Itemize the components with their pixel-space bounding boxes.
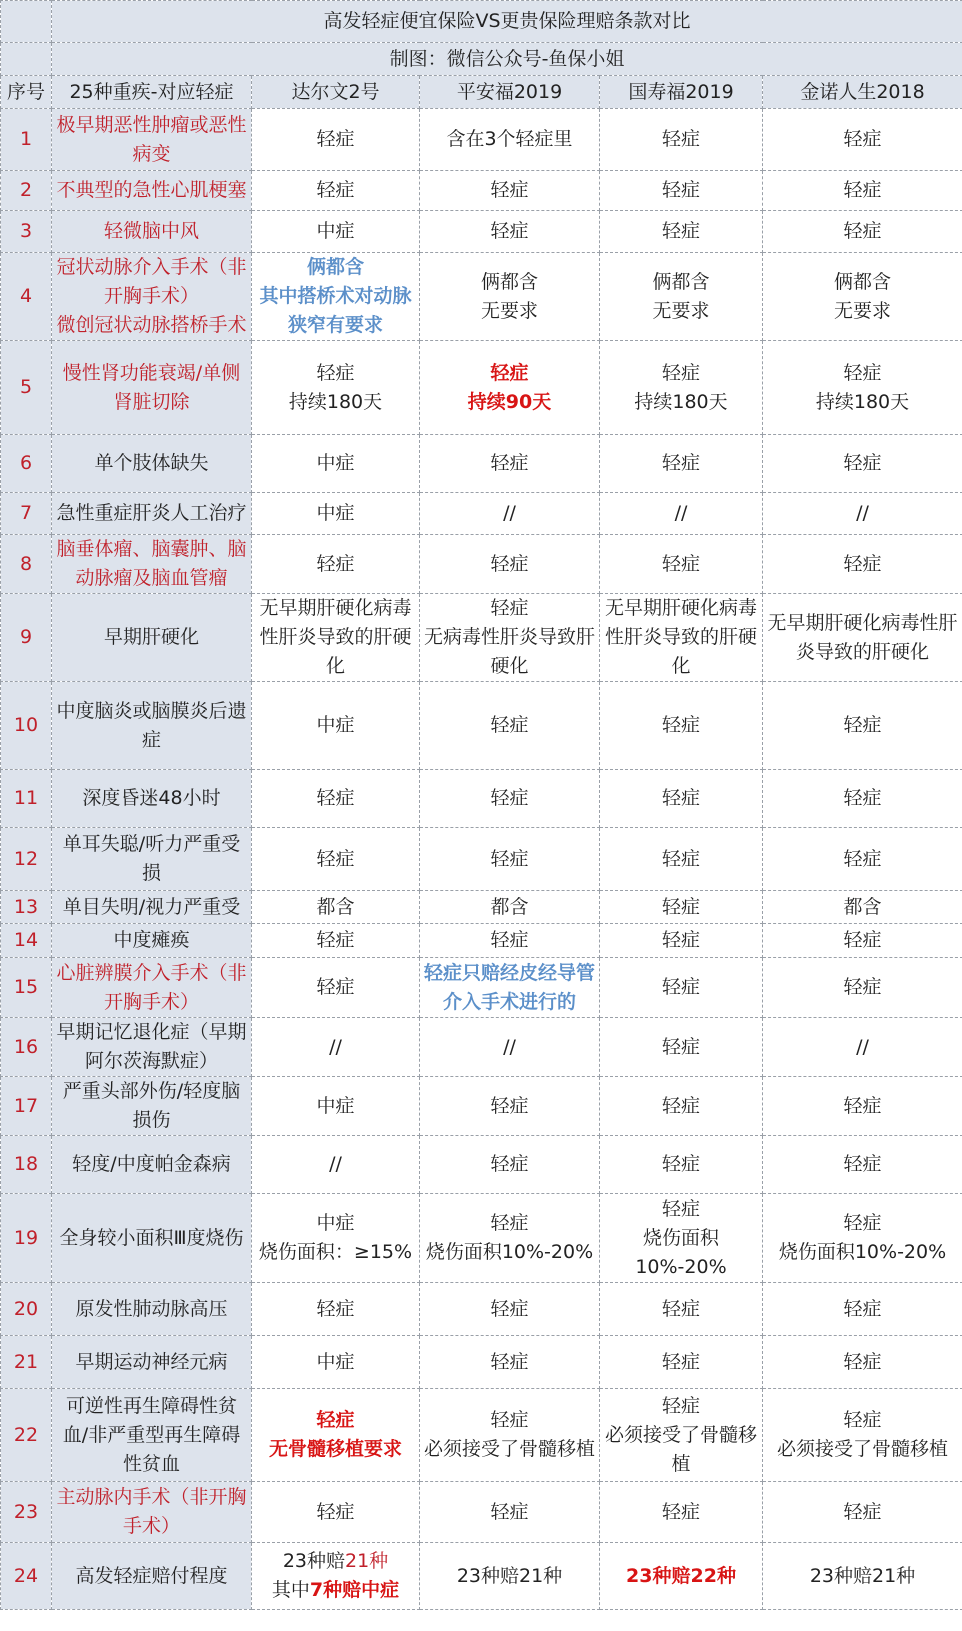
disease-name: 高发轻症赔付程度 — [52, 1543, 252, 1610]
disease-name: 早期记忆退化症（早期阿尔茨海默症） — [52, 1018, 252, 1077]
pinganfu-cell: 轻症 — [420, 1482, 600, 1543]
darwin2-cell — [252, 341, 420, 435]
row-number: 10 — [1, 682, 52, 770]
table-row — [1, 1482, 962, 1543]
pinganfu-cell — [420, 594, 600, 682]
cell-line: 俩都含 — [306, 256, 364, 278]
cell-highlight: 21种 — [345, 1550, 389, 1572]
pinganfu-cell: 轻症 — [420, 1336, 600, 1389]
darwin2-cell: 中症 — [252, 1336, 420, 1389]
cell-line: 轻症 — [490, 361, 529, 384]
row-number: 2 — [1, 171, 52, 211]
row-number: 20 — [1, 1283, 52, 1336]
pinganfu-cell: 轻症 — [420, 435, 600, 493]
disease-name: 单个肢体缺失 — [52, 435, 252, 493]
disease-name: 早期肝硬化 — [52, 594, 252, 682]
table-row — [1, 891, 962, 924]
cell-line: 轻症 — [490, 597, 529, 619]
table-row — [1, 1389, 962, 1482]
cell-line: 轻症 — [843, 361, 882, 384]
guoshoufu-cell — [600, 1543, 763, 1610]
cell-line: 中症 — [316, 1212, 355, 1234]
header-pinganfu2019: 平安福2019 — [420, 76, 600, 109]
row-number: 14 — [1, 924, 52, 958]
table-row — [1, 253, 962, 341]
disease-name: 轻微脑中风 — [52, 211, 252, 253]
jinnuo-cell: 轻症 — [763, 1077, 962, 1136]
jinnuo-cell: 轻症 — [763, 535, 962, 594]
disease-name: 主动脉内手术（非开胸手术） — [52, 1482, 252, 1543]
cell-line: 持续90天 — [467, 390, 552, 413]
row-number: 3 — [1, 211, 52, 253]
guoshoufu-cell: // — [600, 493, 763, 535]
cell-text: 23种 — [626, 1564, 672, 1587]
row-number: 22 — [1, 1389, 52, 1482]
guoshoufu-cell: 轻症 — [600, 211, 763, 253]
jinnuo-cell: 都含 — [763, 891, 962, 924]
table-row — [1, 924, 962, 958]
pinganfu-cell: 轻症 — [420, 770, 600, 828]
header-index: 序号 — [1, 76, 52, 109]
cell-highlight: 7种赔中症 — [309, 1579, 400, 1601]
darwin2-cell: // — [252, 1136, 420, 1194]
cell-line: 轻症 — [661, 361, 700, 384]
darwin2-cell — [252, 1389, 420, 1482]
disease-name: 原发性肺动脉高压 — [52, 1283, 252, 1336]
disease-name — [52, 253, 252, 341]
row-number: 13 — [1, 891, 52, 924]
jinnuo-cell: // — [763, 493, 962, 535]
row-number: 9 — [1, 594, 52, 682]
table-row — [1, 1018, 962, 1077]
cell-line: 烧伤面积10%-20% — [778, 1241, 947, 1263]
darwin2-cell — [252, 253, 420, 341]
cell-line: 轻症 — [661, 1197, 700, 1220]
guoshoufu-cell: 轻症 — [600, 535, 763, 594]
pinganfu-cell: 轻症 — [420, 1077, 600, 1136]
cell-line: 轻症 — [661, 1394, 700, 1417]
cell-line: 持续180天 — [288, 390, 383, 413]
table-row — [1, 535, 962, 594]
cell-line — [254, 1576, 417, 1605]
darwin2-cell — [252, 1543, 420, 1610]
header-jinnuo2018: 金诺人生2018 — [763, 76, 962, 109]
guoshoufu-cell — [600, 341, 763, 435]
jinnuo-cell: 轻症 — [763, 958, 962, 1018]
pinganfu-cell — [420, 341, 600, 435]
table-row — [1, 435, 962, 493]
header-disease: 25种重疾-对应轻症 — [52, 76, 252, 109]
disease-name: 可逆性再生障碍性贫血/非严重型再生障碍性贫血 — [52, 1389, 252, 1482]
guoshoufu-cell: 轻症 — [600, 958, 763, 1018]
disease-name: 单耳失聪/听力严重受损 — [52, 828, 252, 891]
table-row — [1, 1543, 962, 1610]
cell-line: 无病毒性肝炎导致肝硬化 — [423, 626, 595, 677]
table-title: 高发轻症便宜保险VS更贵保险理赔条款对比 — [52, 1, 962, 43]
cell-line: 其中搭桥术对动脉狭窄有要求 — [259, 285, 412, 336]
pinganfu-cell: 轻症 — [420, 924, 600, 958]
darwin2-cell: 轻症 — [252, 1482, 420, 1543]
row-number: 19 — [1, 1194, 52, 1283]
row-number: 1 — [1, 109, 52, 171]
cell-text: 23种赔 — [282, 1550, 345, 1572]
row-number: 18 — [1, 1136, 52, 1194]
guoshoufu-cell: 轻症 — [600, 682, 763, 770]
disease-name: 极早期恶性肿瘤或恶性病变 — [52, 109, 252, 171]
table-row — [1, 109, 962, 171]
pinganfu-cell: 轻症 — [420, 1283, 600, 1336]
table-row — [1, 682, 962, 770]
guoshoufu-cell: 轻症 — [600, 435, 763, 493]
jinnuo-cell: 轻症 — [763, 828, 962, 891]
darwin2-cell: 无早期肝硬化病毒性肝炎导致的肝硬化 — [252, 594, 420, 682]
jinnuo-cell: // — [763, 1018, 962, 1077]
pinganfu-cell: 23种赔21种 — [420, 1543, 600, 1610]
table-row — [1, 1336, 962, 1389]
darwin2-cell: 轻症 — [252, 958, 420, 1018]
cell-line: 必须接受了骨髓移植 — [777, 1438, 949, 1460]
darwin2-cell: 轻症 — [252, 535, 420, 594]
pinganfu-cell: 轻症 — [420, 1136, 600, 1194]
pinganfu-cell: 轻症只赔经皮经导管介入手术进行的 — [420, 958, 600, 1018]
guoshoufu-cell: 轻症 — [600, 891, 763, 924]
guoshoufu-cell — [600, 253, 763, 341]
table-row — [1, 594, 962, 682]
table-subtitle: 制图：微信公众号-鱼保小姐 — [52, 43, 962, 76]
disease-name: 中度脑炎或脑膜炎后遗症 — [52, 682, 252, 770]
row-number: 6 — [1, 435, 52, 493]
darwin2-cell: 中症 — [252, 682, 420, 770]
guoshoufu-cell: 轻症 — [600, 109, 763, 171]
disease-name: 深度昏迷48小时 — [52, 770, 252, 828]
pinganfu-cell: 轻症 — [420, 682, 600, 770]
disease-name: 单目失明/视力严重受 — [52, 891, 252, 924]
corner-cell — [1, 1, 52, 43]
table-row — [1, 1194, 962, 1283]
darwin2-cell: // — [252, 1018, 420, 1077]
darwin2-cell: 中症 — [252, 211, 420, 253]
row-number: 12 — [1, 828, 52, 891]
disease-name: 急性重症肝炎人工治疗 — [52, 493, 252, 535]
jinnuo-cell: 轻症 — [763, 1336, 962, 1389]
darwin2-cell — [252, 1194, 420, 1283]
jinnuo-cell: 轻症 — [763, 1482, 962, 1543]
subtitle-row — [1, 43, 962, 76]
cell-line: 烧伤面积10%-20% — [635, 1226, 727, 1278]
jinnuo-cell: 轻症 — [763, 924, 962, 958]
jinnuo-cell: 轻症 — [763, 682, 962, 770]
jinnuo-cell: 轻症 — [763, 109, 962, 171]
cell-line: 轻症 — [316, 1409, 355, 1431]
disease-name-line: 微创冠状动脉搭桥手术 — [56, 314, 247, 336]
cell-line: 俩都含 — [834, 270, 892, 293]
cell-line: 轻症 — [490, 1409, 529, 1431]
cell-line: 轻症 — [843, 1212, 882, 1234]
row-number: 15 — [1, 958, 52, 1018]
jinnuo-cell: 轻症 — [763, 770, 962, 828]
cell-line: 烧伤面积10%-20% — [425, 1241, 594, 1263]
title-row — [1, 1, 962, 43]
disease-name: 不典型的急性心肌梗塞 — [52, 171, 252, 211]
row-number: 17 — [1, 1077, 52, 1136]
cell-line: 持续180天 — [815, 390, 910, 413]
cell-line: 无要求 — [652, 299, 710, 322]
disease-name: 严重头部外伤/轻度脑损伤 — [52, 1077, 252, 1136]
cell-text: 其中 — [271, 1579, 310, 1601]
guoshoufu-cell: 轻症 — [600, 828, 763, 891]
disease-name: 轻度/中度帕金森病 — [52, 1136, 252, 1194]
jinnuo-cell — [763, 1389, 962, 1482]
table-row — [1, 1077, 962, 1136]
pinganfu-cell — [420, 1194, 600, 1283]
cell-line: 烧伤面积：≥15% — [258, 1241, 413, 1263]
darwin2-cell: 中症 — [252, 493, 420, 535]
jinnuo-cell: 轻症 — [763, 171, 962, 211]
guoshoufu-cell: 轻症 — [600, 1136, 763, 1194]
pinganfu-cell: // — [420, 493, 600, 535]
cell-line: 轻症 — [316, 361, 355, 384]
disease-name: 脑垂体瘤、脑囊肿、脑动脉瘤及脑血管瘤 — [52, 535, 252, 594]
darwin2-cell: 中症 — [252, 1077, 420, 1136]
table-row — [1, 493, 962, 535]
darwin2-cell: 轻症 — [252, 924, 420, 958]
pinganfu-cell: // — [420, 1018, 600, 1077]
row-number: 4 — [1, 253, 52, 341]
table-row — [1, 958, 962, 1018]
cell-line: 必须接受了骨髓移植 — [423, 1438, 595, 1460]
pinganfu-cell: 轻症 — [420, 171, 600, 211]
jinnuo-cell: 轻症 — [763, 1136, 962, 1194]
jinnuo-cell: 23种赔21种 — [763, 1543, 962, 1610]
darwin2-cell: 轻症 — [252, 770, 420, 828]
corner-cell — [1, 43, 52, 76]
jinnuo-cell: 无早期肝硬化病毒性肝炎导致的肝硬化 — [763, 594, 962, 682]
table-row — [1, 770, 962, 828]
guoshoufu-cell: 轻症 — [600, 1336, 763, 1389]
cell-highlight: 赔22种 — [671, 1564, 736, 1587]
guoshoufu-cell: 轻症 — [600, 1283, 763, 1336]
guoshoufu-cell: 无早期肝硬化病毒性肝炎导致的肝硬化 — [600, 594, 763, 682]
row-number: 24 — [1, 1543, 52, 1610]
cell-line: 无骨髓移植要求 — [268, 1438, 402, 1460]
disease-name-line: 冠状动脉介入手术（非开胸手术） — [56, 256, 247, 307]
cell-line: 俩都含 — [480, 270, 538, 293]
row-number: 16 — [1, 1018, 52, 1077]
guoshoufu-cell — [600, 1194, 763, 1283]
header-guoshoufu2019: 国寿福2019 — [600, 76, 763, 109]
jinnuo-cell — [763, 341, 962, 435]
row-number: 23 — [1, 1482, 52, 1543]
cell-line: 轻症 — [490, 1212, 529, 1234]
guoshoufu-cell: 轻症 — [600, 1482, 763, 1543]
cell-line — [254, 1547, 417, 1576]
pinganfu-cell: 轻症 — [420, 828, 600, 891]
darwin2-cell: 轻症 — [252, 171, 420, 211]
table-row — [1, 171, 962, 211]
guoshoufu-cell: 轻症 — [600, 171, 763, 211]
pinganfu-cell: 都含 — [420, 891, 600, 924]
row-number: 7 — [1, 493, 52, 535]
table-row — [1, 1283, 962, 1336]
jinnuo-cell: 轻症 — [763, 1283, 962, 1336]
darwin2-cell: 轻症 — [252, 109, 420, 171]
jinnuo-cell — [763, 1194, 962, 1283]
disease-name: 中度瘫痪 — [52, 924, 252, 958]
cell-line: 无要求 — [834, 299, 892, 322]
disease-name: 慢性肾功能衰竭/单侧肾脏切除 — [52, 341, 252, 435]
header-darwin2: 达尔文2号 — [252, 76, 420, 109]
cell-line: 轻症 — [843, 1409, 882, 1431]
darwin2-cell: 都含 — [252, 891, 420, 924]
cell-line: 必须接受了骨髓移植 — [604, 1423, 757, 1475]
row-number: 21 — [1, 1336, 52, 1389]
table-row — [1, 828, 962, 891]
pinganfu-cell — [420, 253, 600, 341]
jinnuo-cell: 轻症 — [763, 211, 962, 253]
jinnuo-cell — [763, 253, 962, 341]
disease-name: 心脏辨膜介入手术（非开胸手术） — [52, 958, 252, 1018]
row-number: 5 — [1, 341, 52, 435]
pinganfu-cell: 含在3个轻症里 — [420, 109, 600, 171]
guoshoufu-cell — [600, 1389, 763, 1482]
guoshoufu-cell: 轻症 — [600, 770, 763, 828]
disease-name: 早期运动神经元病 — [52, 1336, 252, 1389]
row-number: 11 — [1, 770, 52, 828]
pinganfu-cell — [420, 1389, 600, 1482]
table-row — [1, 1136, 962, 1194]
cell-line: 俩都含 — [652, 270, 710, 293]
darwin2-cell: 轻症 — [252, 1283, 420, 1336]
disease-name: 全身较小面积Ⅲ度烧伤 — [52, 1194, 252, 1283]
guoshoufu-cell: 轻症 — [600, 1018, 763, 1077]
row-number: 8 — [1, 535, 52, 594]
cell-line: 无要求 — [480, 299, 538, 322]
jinnuo-cell: 轻症 — [763, 435, 962, 493]
pinganfu-cell: 轻症 — [420, 535, 600, 594]
cell-line: 持续180天 — [634, 390, 728, 413]
header-row — [1, 76, 962, 109]
darwin2-cell: 中症 — [252, 435, 420, 493]
pinganfu-cell: 轻症 — [420, 211, 600, 253]
guoshoufu-cell: 轻症 — [600, 924, 763, 958]
table-row — [1, 341, 962, 435]
guoshoufu-cell: 轻症 — [600, 1077, 763, 1136]
table-row — [1, 211, 962, 253]
darwin2-cell: 轻症 — [252, 828, 420, 891]
